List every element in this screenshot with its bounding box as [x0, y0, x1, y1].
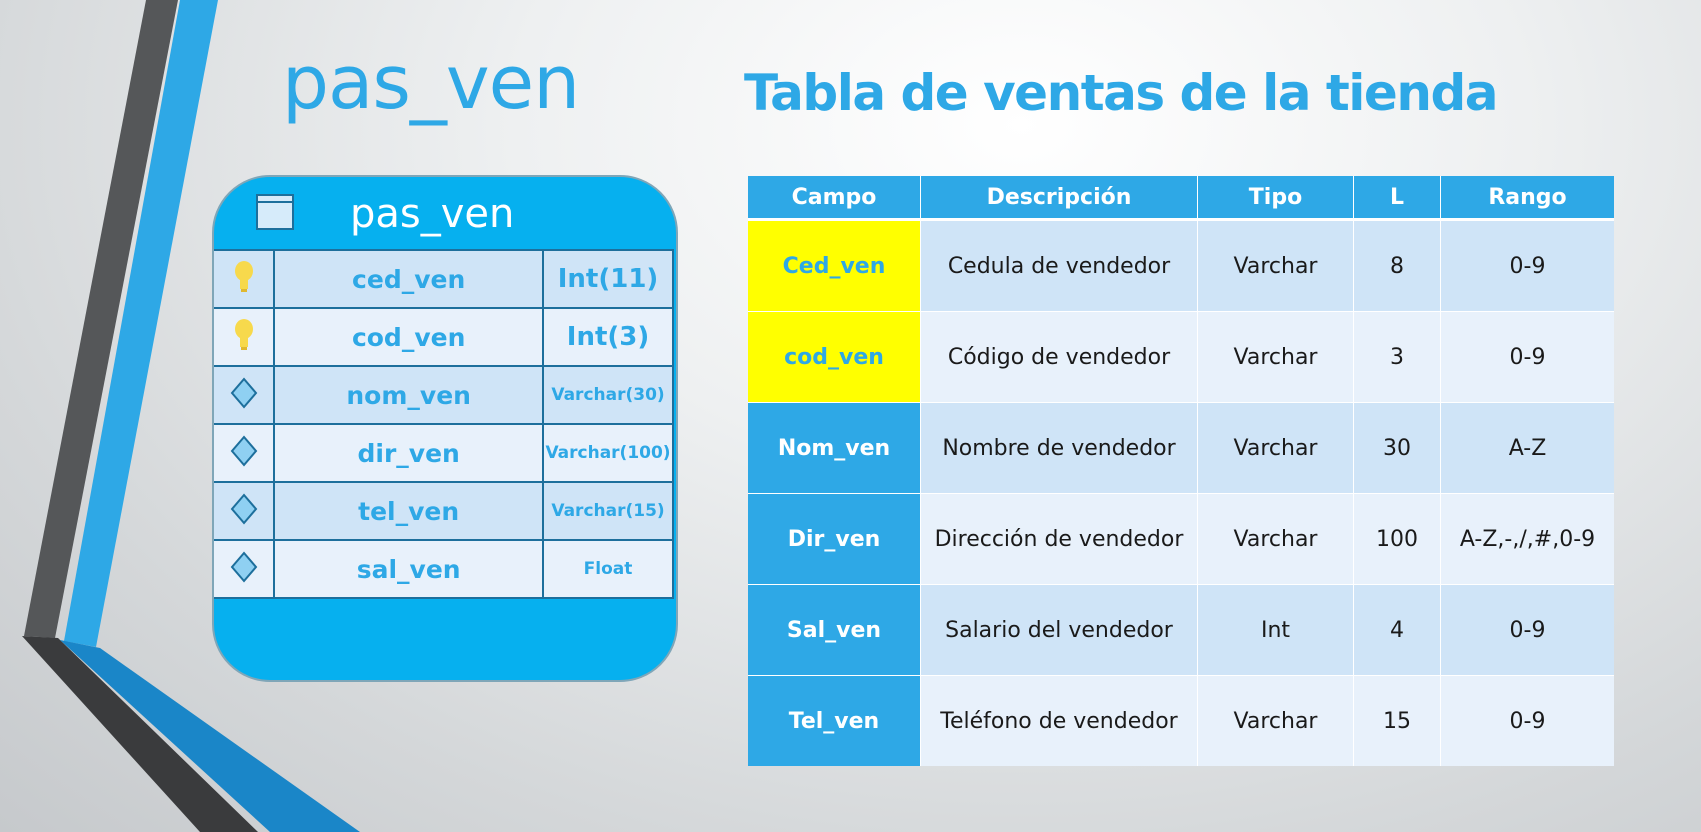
attribute-type: Float	[543, 540, 673, 598]
cell-rango: A-Z	[1441, 403, 1615, 494]
cell-campo: Nom_ven	[748, 403, 921, 494]
field-description-table	[748, 176, 1614, 766]
cell-tipo: Varchar	[1198, 312, 1354, 403]
cell-campo: Tel_ven	[748, 676, 921, 767]
table-title: Tabla de ventas de la tienda	[744, 64, 1497, 122]
table-header-row	[748, 176, 1614, 220]
cell-rango: 0-9	[1441, 220, 1615, 312]
attribute-name: cod_ven	[274, 308, 543, 366]
table-row	[748, 676, 1614, 767]
cell-l: 8	[1354, 220, 1441, 312]
cell-tipo: Varchar	[1198, 403, 1354, 494]
table-row	[748, 585, 1614, 676]
attribute-type: Varchar(15)	[543, 482, 673, 540]
attribute-name: sal_ven	[274, 540, 543, 598]
table-icon	[256, 194, 294, 230]
cell-campo: Ced_ven	[748, 220, 921, 312]
attribute-type: Varchar(100)	[543, 424, 673, 482]
cell-l: 30	[1354, 403, 1441, 494]
cell-descripcion: Salario del vendedor	[921, 585, 1198, 676]
cell-l: 100	[1354, 494, 1441, 585]
cell-rango: A-Z,-,/,#,0-9	[1441, 494, 1615, 585]
cell-rango: 0-9	[1441, 585, 1615, 676]
table-row	[748, 312, 1614, 403]
cell-descripcion: Dirección de vendedor	[921, 494, 1198, 585]
cell-descripcion: Código de vendedor	[921, 312, 1198, 403]
attribute-type: Int(3)	[543, 308, 673, 366]
cell-l: 3	[1354, 312, 1441, 403]
header-l: L	[1354, 176, 1441, 220]
key-icon	[213, 308, 274, 366]
attribute-row	[213, 424, 673, 482]
cell-descripcion: Teléfono de vendedor	[921, 676, 1198, 767]
cell-descripcion: Nombre de vendedor	[921, 403, 1198, 494]
cell-tipo: Int	[1198, 585, 1354, 676]
attribute-row	[213, 540, 673, 598]
attribute-row	[213, 308, 673, 366]
cell-campo: cod_ven	[748, 312, 921, 403]
attribute-name: tel_ven	[274, 482, 543, 540]
table-row	[748, 220, 1614, 312]
attribute-name: nom_ven	[274, 366, 543, 424]
attribute-row	[213, 250, 673, 308]
cell-tipo: Varchar	[1198, 220, 1354, 312]
header-descripcion: Descripción	[921, 176, 1198, 220]
slide-title: pas_ven	[282, 40, 580, 126]
entity-name: pas_ven	[350, 191, 515, 237]
cell-l: 15	[1354, 676, 1441, 767]
attribute-type: Varchar(30)	[543, 366, 673, 424]
diamond-icon	[213, 482, 274, 540]
cell-descripcion: Cedula de vendedor	[921, 220, 1198, 312]
header-campo: Campo	[748, 176, 921, 220]
cell-tipo: Varchar	[1198, 494, 1354, 585]
entity-attributes	[212, 249, 674, 599]
attribute-row	[213, 482, 673, 540]
diamond-icon	[213, 424, 274, 482]
cell-rango: 0-9	[1441, 312, 1615, 403]
er-entity-card	[212, 175, 678, 682]
table-row	[748, 494, 1614, 585]
attribute-type: Int(11)	[543, 250, 673, 308]
diamond-icon	[213, 540, 274, 598]
cell-l: 4	[1354, 585, 1441, 676]
attribute-row	[213, 366, 673, 424]
header-rango: Rango	[1441, 176, 1615, 220]
cell-rango: 0-9	[1441, 676, 1615, 767]
attribute-name: ced_ven	[274, 250, 543, 308]
diamond-icon	[213, 366, 274, 424]
cell-campo: Dir_ven	[748, 494, 921, 585]
cell-campo: Sal_ven	[748, 585, 921, 676]
key-icon	[213, 250, 274, 308]
header-tipo: Tipo	[1198, 176, 1354, 220]
cell-tipo: Varchar	[1198, 676, 1354, 767]
table-row	[748, 403, 1614, 494]
attribute-name: dir_ven	[274, 424, 543, 482]
